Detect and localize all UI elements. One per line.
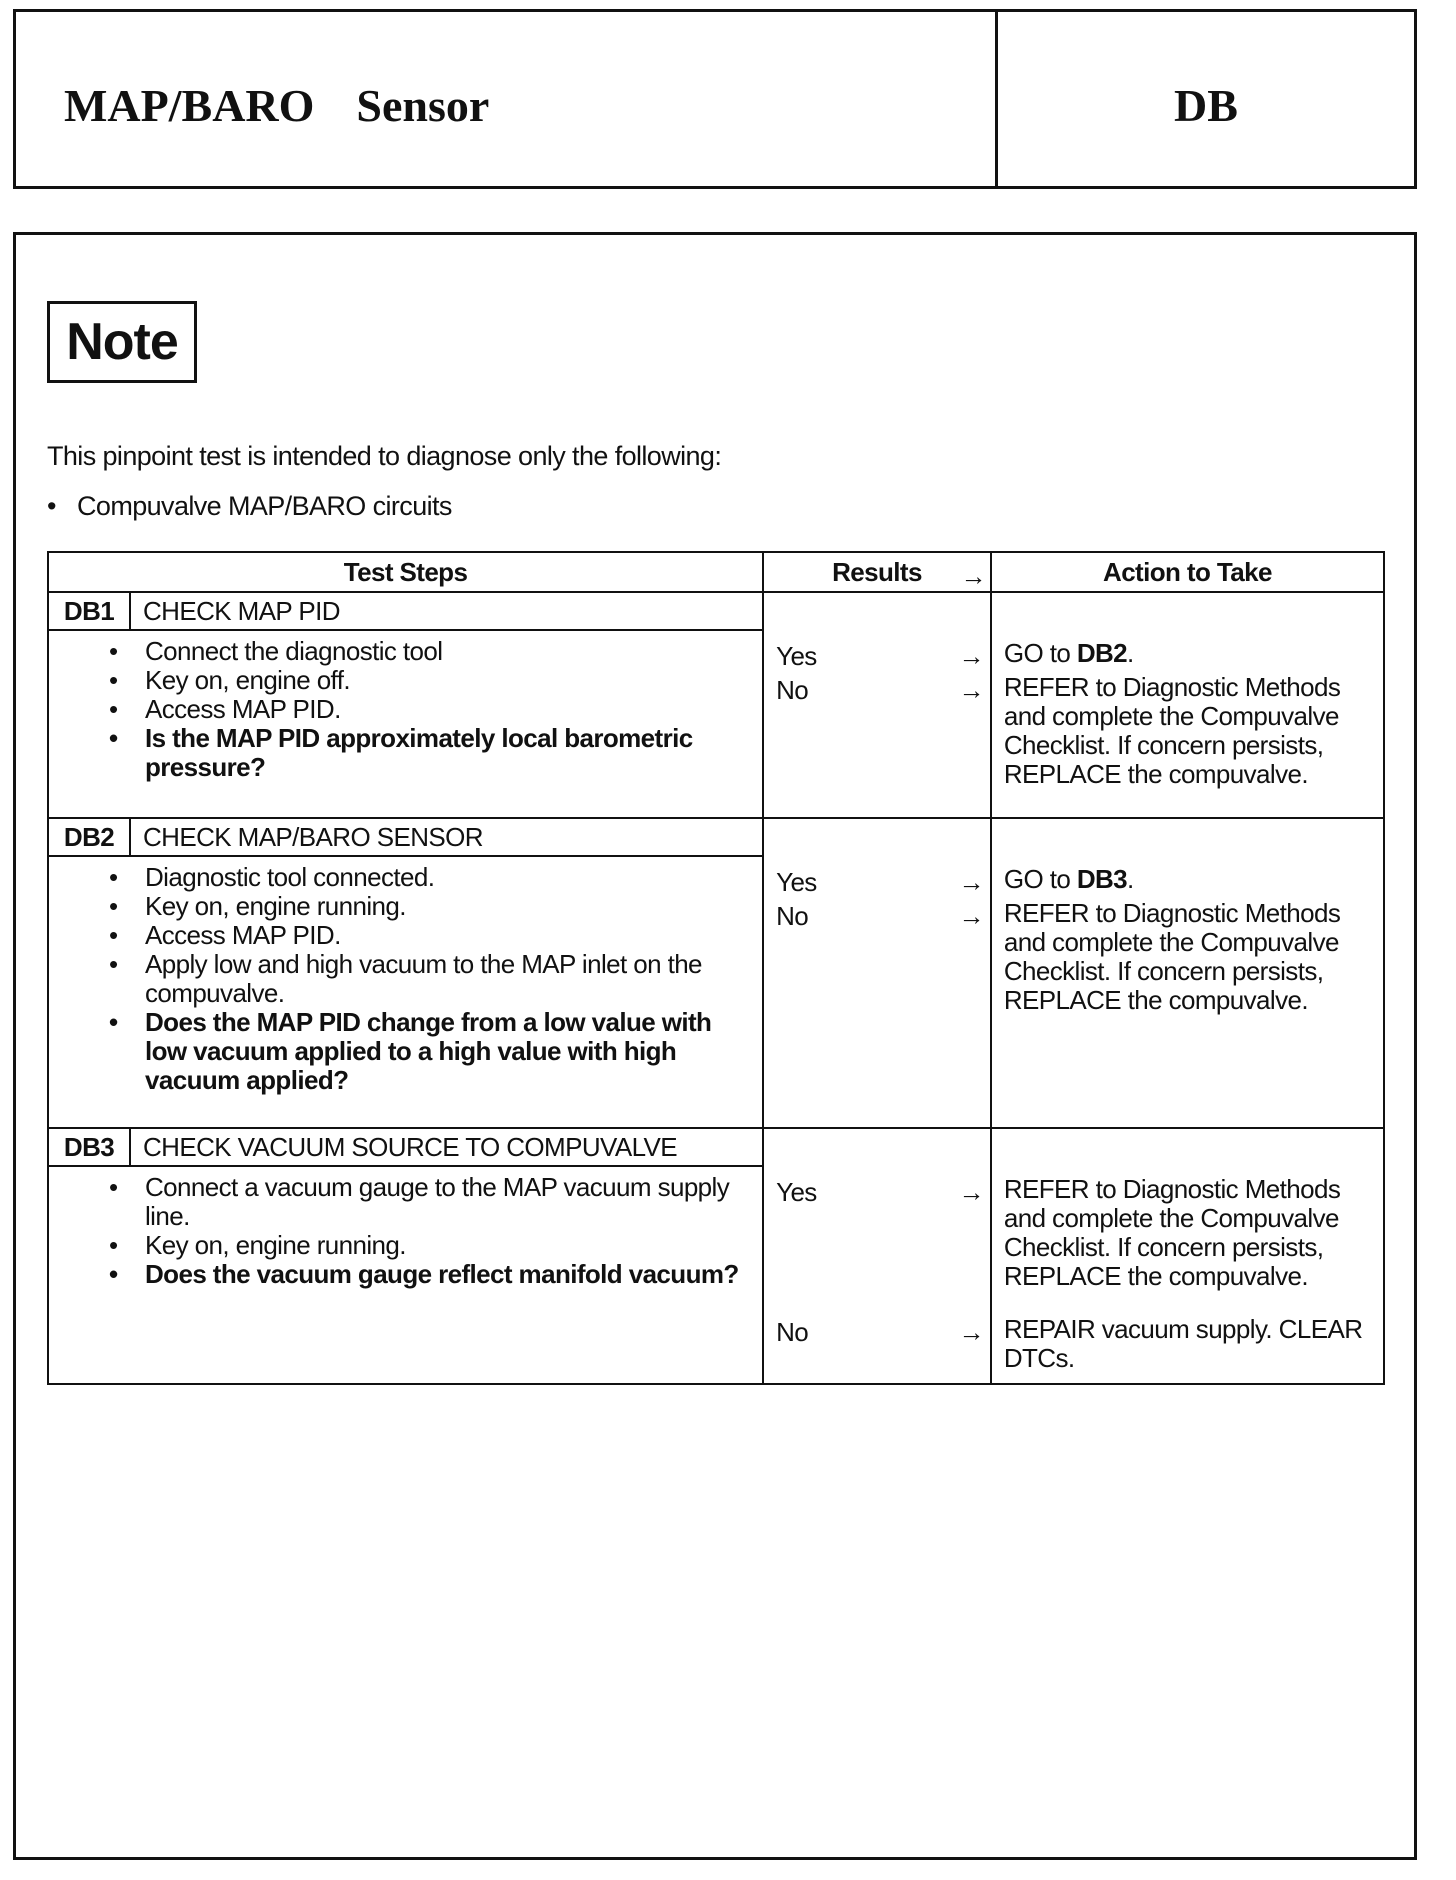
note-bullet bbox=[47, 491, 452, 522]
result-yes bbox=[776, 1177, 984, 1208]
test-step-cell bbox=[48, 1128, 763, 1384]
results-cell bbox=[763, 1128, 991, 1384]
arrow-icon: → bbox=[958, 1317, 984, 1347]
note-intro: This pinpoint test is intended to diagnose only the following: bbox=[47, 441, 722, 471]
title-cell bbox=[16, 12, 998, 186]
title-part2: Sensor bbox=[356, 79, 490, 131]
header-results-label: Results bbox=[832, 556, 922, 587]
step-header bbox=[49, 593, 762, 631]
action-text: REPAIR vacuum supply. CLEAR DTCs. bbox=[1003, 1314, 1363, 1373]
results-cell bbox=[763, 818, 991, 1128]
header-action: Action to Take bbox=[991, 552, 1384, 592]
section-code: DB bbox=[1174, 79, 1238, 131]
list-item: • Does the MAP PID change from a low value with low vacuum applied to a high value with high vacuum applied? bbox=[145, 1008, 742, 1095]
arrow-icon: → bbox=[958, 1177, 984, 1207]
action-target: DB3 bbox=[1076, 864, 1128, 894]
step-header bbox=[49, 819, 762, 857]
code-cell bbox=[998, 12, 1414, 186]
arrow-icon: → bbox=[960, 561, 986, 591]
result-no bbox=[776, 1317, 984, 1348]
step-id: DB2 bbox=[49, 819, 131, 855]
action-text: REFER to Diagnostic Methods and complete the Compuvalve Checklist. If concern persists, REPLACE the compuvalve. bbox=[1003, 1174, 1341, 1291]
table-row bbox=[48, 818, 1384, 1128]
result-yes bbox=[776, 867, 984, 898]
action-suffix: . bbox=[1127, 864, 1134, 894]
list-item: • Is the MAP PID approximately local barometric pressure? bbox=[145, 724, 742, 782]
list-item: • Key on, engine running. bbox=[145, 1231, 742, 1260]
result-label: Yes bbox=[776, 1177, 817, 1207]
step-list bbox=[49, 857, 762, 1103]
list-item: • Does the vacuum gauge reflect manifold vacuum? bbox=[145, 1260, 742, 1289]
content-panel bbox=[13, 232, 1417, 1860]
action-text bbox=[1004, 639, 1375, 668]
title-part1: MAP/BARO bbox=[64, 79, 315, 131]
arrow-icon: → bbox=[958, 641, 984, 671]
action-suffix: . bbox=[1127, 638, 1134, 668]
action-text: REFER to Diagnostic Methods and complete the Compuvalve Checklist. If concern persists, REPLACE the compuvalve. bbox=[1003, 898, 1341, 1015]
list-item: • Access MAP PID. bbox=[145, 695, 742, 724]
step-title: CHECK MAP/BARO SENSOR bbox=[143, 821, 483, 852]
step-header bbox=[49, 1129, 762, 1167]
action-cell bbox=[991, 592, 1384, 818]
step-list bbox=[49, 1167, 762, 1297]
pinpoint-table bbox=[47, 551, 1385, 1385]
step-title: CHECK VACUUM SOURCE TO COMPUVALVE bbox=[143, 1131, 677, 1162]
header-test-steps: Test Steps bbox=[48, 552, 763, 592]
result-label: Yes bbox=[776, 641, 817, 671]
result-no bbox=[776, 675, 984, 706]
action-text: REFER to Diagnostic Methods and complete the Compuvalve Checklist. If concern persists, REPLACE the compuvalve. bbox=[1003, 672, 1341, 789]
note-bullet-text: Compuvalve MAP/BARO circuits bbox=[77, 491, 452, 521]
step-list bbox=[49, 631, 762, 790]
page-header bbox=[13, 9, 1417, 189]
list-item: • Connect a vacuum gauge to the MAP vacuum supply line. bbox=[145, 1173, 742, 1231]
arrow-icon: → bbox=[958, 675, 984, 705]
list-item: • Apply low and high vacuum to the MAP inlet on the compuvalve. bbox=[145, 950, 742, 1008]
result-yes bbox=[776, 641, 984, 672]
result-label: No bbox=[776, 1317, 809, 1347]
action-cell bbox=[991, 1128, 1384, 1384]
arrow-icon: → bbox=[958, 867, 984, 897]
list-item: • Diagnostic tool connected. bbox=[145, 863, 742, 892]
action-text bbox=[1004, 865, 1375, 894]
result-no bbox=[776, 901, 984, 932]
table-header-row bbox=[48, 552, 1384, 592]
list-item: • Connect the diagnostic tool bbox=[145, 637, 742, 666]
list-item: • Key on, engine running. bbox=[145, 892, 742, 921]
result-label: No bbox=[776, 675, 809, 705]
step-title: CHECK MAP PID bbox=[143, 595, 340, 626]
list-item: • Key on, engine off. bbox=[145, 666, 742, 695]
action-prefix: GO to bbox=[1003, 638, 1077, 668]
action-target: DB2 bbox=[1076, 638, 1128, 668]
list-item: • Access MAP PID. bbox=[145, 921, 742, 950]
table-row bbox=[48, 592, 1384, 818]
arrow-icon: → bbox=[958, 901, 984, 931]
table-row bbox=[48, 1128, 1384, 1384]
page-title bbox=[64, 79, 489, 132]
result-label: No bbox=[776, 901, 809, 931]
note-bullet-dot: • bbox=[47, 491, 56, 521]
test-step-cell bbox=[48, 592, 763, 818]
result-label: Yes bbox=[776, 867, 817, 897]
action-cell bbox=[991, 818, 1384, 1128]
step-id: DB3 bbox=[49, 1129, 131, 1165]
header-results bbox=[763, 552, 991, 592]
results-cell bbox=[763, 592, 991, 818]
note-label: Note bbox=[47, 301, 197, 383]
test-step-cell bbox=[48, 818, 763, 1128]
action-prefix: GO to bbox=[1003, 864, 1077, 894]
step-id: DB1 bbox=[49, 593, 131, 629]
